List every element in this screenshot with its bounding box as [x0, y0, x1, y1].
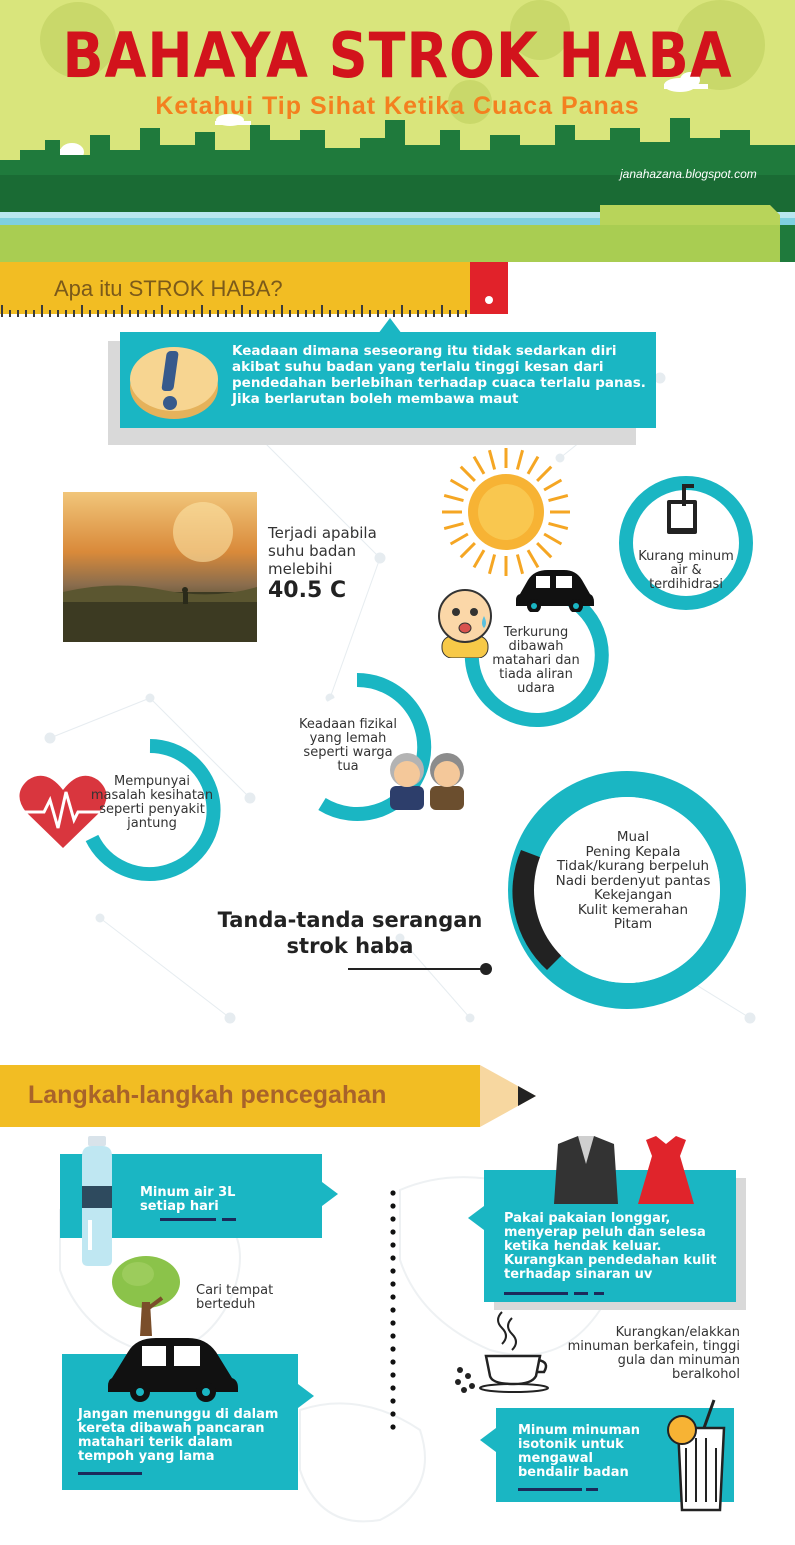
- temperature-label: Terjadi apabila suhu badan melebihi: [268, 524, 377, 578]
- sign-item: Tidak/kurang berpeluh: [556, 858, 710, 874]
- ruler-ticks: [0, 305, 470, 317]
- signs-list: [550, 830, 716, 932]
- sign-item: Pitam: [613, 916, 653, 932]
- isotonic-drink-icon: [664, 1398, 734, 1514]
- definition-text: Keadaan dimana seseorang itu tidak sedarkan diri akibat suhu badan yang terlalu tinggi kesan dari pendedahan berlebihan terhadap cuaca terlalu panas. Jika berlarutan boleh membawa maut: [232, 343, 646, 407]
- blog-url[interactable]: janahazana.blogspot.com: [620, 167, 757, 181]
- ruler-tag: [470, 262, 508, 314]
- underline-bar: [594, 1292, 604, 1295]
- section-heading-prevention: Langkah-langkah pencegahan: [28, 1081, 387, 1109]
- cause-elderly: Keadaan fizikal yang lemah seperti warga tua: [299, 717, 397, 774]
- tip-shade: Cari tempat berteduh: [196, 1283, 274, 1312]
- sun-icon: [440, 446, 572, 578]
- underline-bar: [586, 1488, 598, 1491]
- sign-item: Mual: [616, 829, 650, 845]
- isotonic-card-arrow: [480, 1428, 496, 1452]
- header-banner: [0, 0, 795, 262]
- page-subtitle: Ketahui Tip Sihat Ketika Cuaca Panas: [155, 92, 640, 120]
- cause-heart-disease: Mempunyai masalah kesihatan seperti penyakit jantung: [90, 774, 214, 831]
- heat-photo: [63, 492, 257, 642]
- tip-clothing: Pakai pakaian longgar, menyerap peluh dan selesa ketika hendak keluar. Kurangkan pendedahan kulit terhadap sinaran uv: [504, 1211, 717, 1282]
- sign-item: Nadi berdenyut pantas: [555, 872, 711, 889]
- tip-car: Jangan menunggu di dalam kereta dibawah pancaran matahari terik dalam tempoh yang lama: [78, 1407, 279, 1464]
- sign-item: Pening Kepala: [585, 843, 681, 860]
- pencil-tip-icon: [480, 1065, 540, 1127]
- tip-isotonic: Minum minuman isotonik untuk mengawal bendalir badan: [518, 1423, 641, 1480]
- clothing-card-arrow: [468, 1206, 484, 1230]
- tip-water: Minum air 3L setiap hari: [140, 1185, 236, 1214]
- water-card-arrow: [322, 1182, 338, 1206]
- car-icon: [106, 1334, 240, 1402]
- sign-item: Kekejangan: [593, 887, 673, 903]
- underline-bar: [518, 1488, 582, 1491]
- underline-bar: [78, 1472, 142, 1475]
- signs-pointer-line: [348, 962, 494, 976]
- underline-bar: [222, 1218, 236, 1221]
- exclamation-icon: [128, 343, 220, 421]
- section-heading-what-is: Apa itu STROK HABA?: [54, 276, 283, 301]
- coffee-icon: [448, 1308, 552, 1394]
- tree-icon: [108, 1252, 184, 1336]
- tip-caffeine: Kurangkan/elakkan minuman berkafein, tinggi gula dan minuman beralkohol: [567, 1325, 740, 1382]
- underline-bar: [574, 1292, 588, 1295]
- definition-pointer: [378, 318, 402, 334]
- cause-dehydration: Kurang minum air & terdihidrasi: [638, 549, 734, 592]
- clothing-icon: [548, 1134, 698, 1206]
- page-title: BAHAYA STROK HABA: [62, 19, 733, 92]
- water-bottle-icon: [74, 1136, 120, 1266]
- elderly-couple-icon: [388, 746, 468, 810]
- car-card-arrow: [298, 1384, 314, 1408]
- underline-bar: [160, 1218, 216, 1221]
- sign-item: Kulit kemerahan: [577, 901, 689, 918]
- car-icon: [514, 564, 596, 612]
- signs-title: Tanda-tanda serangan strok haba: [217, 908, 483, 958]
- dotted-divider: [390, 1190, 396, 1440]
- temperature-value: 40.5 C: [268, 578, 347, 603]
- cause-trapped: Terkurung dibawah matahari dan tiada aliran udara: [492, 625, 580, 696]
- underline-bar: [504, 1292, 568, 1295]
